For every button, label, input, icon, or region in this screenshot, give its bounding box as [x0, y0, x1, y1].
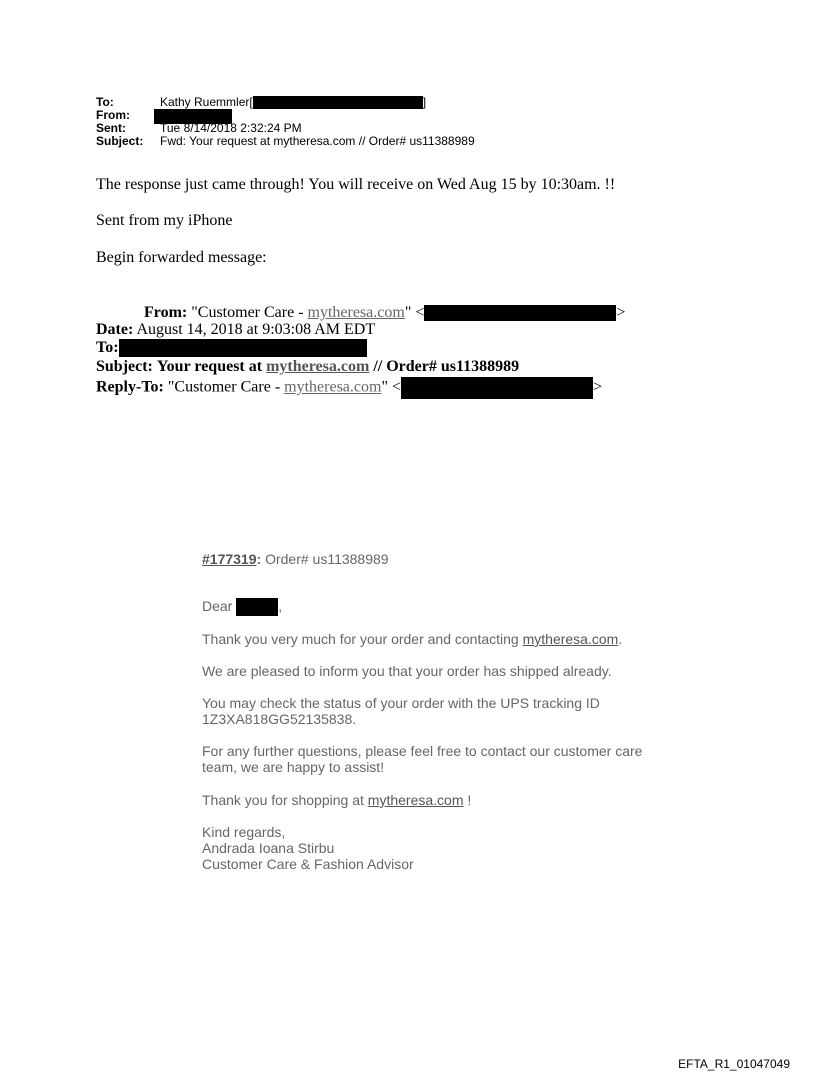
body-line-1: The response just came through! You will receive on Wed Aug 15 by 10:30am. !!	[96, 176, 616, 193]
to-value: Kathy Ruemmler[ ]	[160, 95, 427, 109]
redaction-block	[253, 96, 423, 109]
fwd-from-row: From: "Customer Care - mytheresa.com" < >	[144, 304, 626, 321]
greeting: Dear ,	[202, 598, 662, 616]
body-line-2: Sent from my iPhone	[96, 212, 233, 229]
fwd-date-row	[96, 321, 375, 339]
subject-value: Fwd: Your request at mytheresa.com // Order# us11388989	[160, 134, 475, 148]
fwd-to-label: To:	[96, 339, 119, 356]
redaction-block	[424, 305, 616, 321]
fwd-replyto-label: Reply-To:	[96, 378, 164, 396]
fwd-subject-row: Subject: Your request at mytheresa.com // Order# us11388989	[96, 358, 520, 375]
signature	[202, 824, 662, 872]
redaction-block	[236, 598, 278, 616]
ticket-id[interactable]: #177319	[202, 551, 257, 567]
message-paragraph-2: We are pleased to inform you that your order has shipped already.	[202, 663, 612, 679]
fwd-from-label: From:	[144, 304, 188, 321]
fwd-from-link[interactable]: mytheresa.com	[307, 304, 405, 321]
message-paragraph-1: Thank you very much for your order and contacting mytheresa.com.	[202, 631, 623, 647]
signature-name: Andrada Ioana Stirbu	[202, 840, 335, 856]
fwd-to-row	[96, 339, 367, 357]
fwd-date-value: August 14, 2018 at 9:03:08 AM EDT	[136, 321, 376, 338]
fwd-subject-link[interactable]: mytheresa.com	[266, 358, 370, 375]
message-paragraph-5: Thank you for shopping at mytheresa.com !	[202, 792, 472, 808]
body-line-3: Begin forwarded message:	[96, 249, 267, 266]
ticket-line: #177319: Order# us11388989	[202, 551, 389, 567]
fwd-replyto-row: Reply-To: "Customer Care - mytheresa.com" < >	[96, 377, 602, 399]
closing: Kind regards,	[202, 824, 286, 840]
to-label: To:	[96, 95, 114, 109]
signature-title: Customer Care & Fashion Advisor	[202, 856, 414, 872]
from-label: From:	[96, 108, 130, 122]
fwd-replyto-link[interactable]: mytheresa.com	[284, 378, 382, 396]
document-id: EFTA_R1_01047049	[678, 1057, 790, 1071]
fwd-date-label: Date:	[96, 321, 134, 338]
message-paragraph-3: You may check the status of your order with the UPS tracking ID 1Z3XA818GG52135838.	[202, 695, 662, 727]
sent-value: Tue 8/14/2018 2:32:24 PM	[160, 121, 302, 135]
p5-link[interactable]: mytheresa.com	[367, 792, 464, 808]
redaction-block	[401, 377, 593, 399]
fwd-subject-label: Subject:	[96, 358, 153, 375]
ticket-subject: Order# us11388989	[261, 551, 389, 567]
message-paragraph-4: For any further questions, please feel free to contact our customer care team, we are happy to assist!	[202, 743, 643, 775]
sent-label: Sent:	[96, 121, 126, 135]
subject-label: Subject:	[96, 134, 144, 148]
p1-link[interactable]: mytheresa.com	[522, 631, 619, 647]
redaction-block	[119, 339, 367, 357]
tracking-id: 1Z3XA818GG52135838.	[202, 711, 357, 727]
